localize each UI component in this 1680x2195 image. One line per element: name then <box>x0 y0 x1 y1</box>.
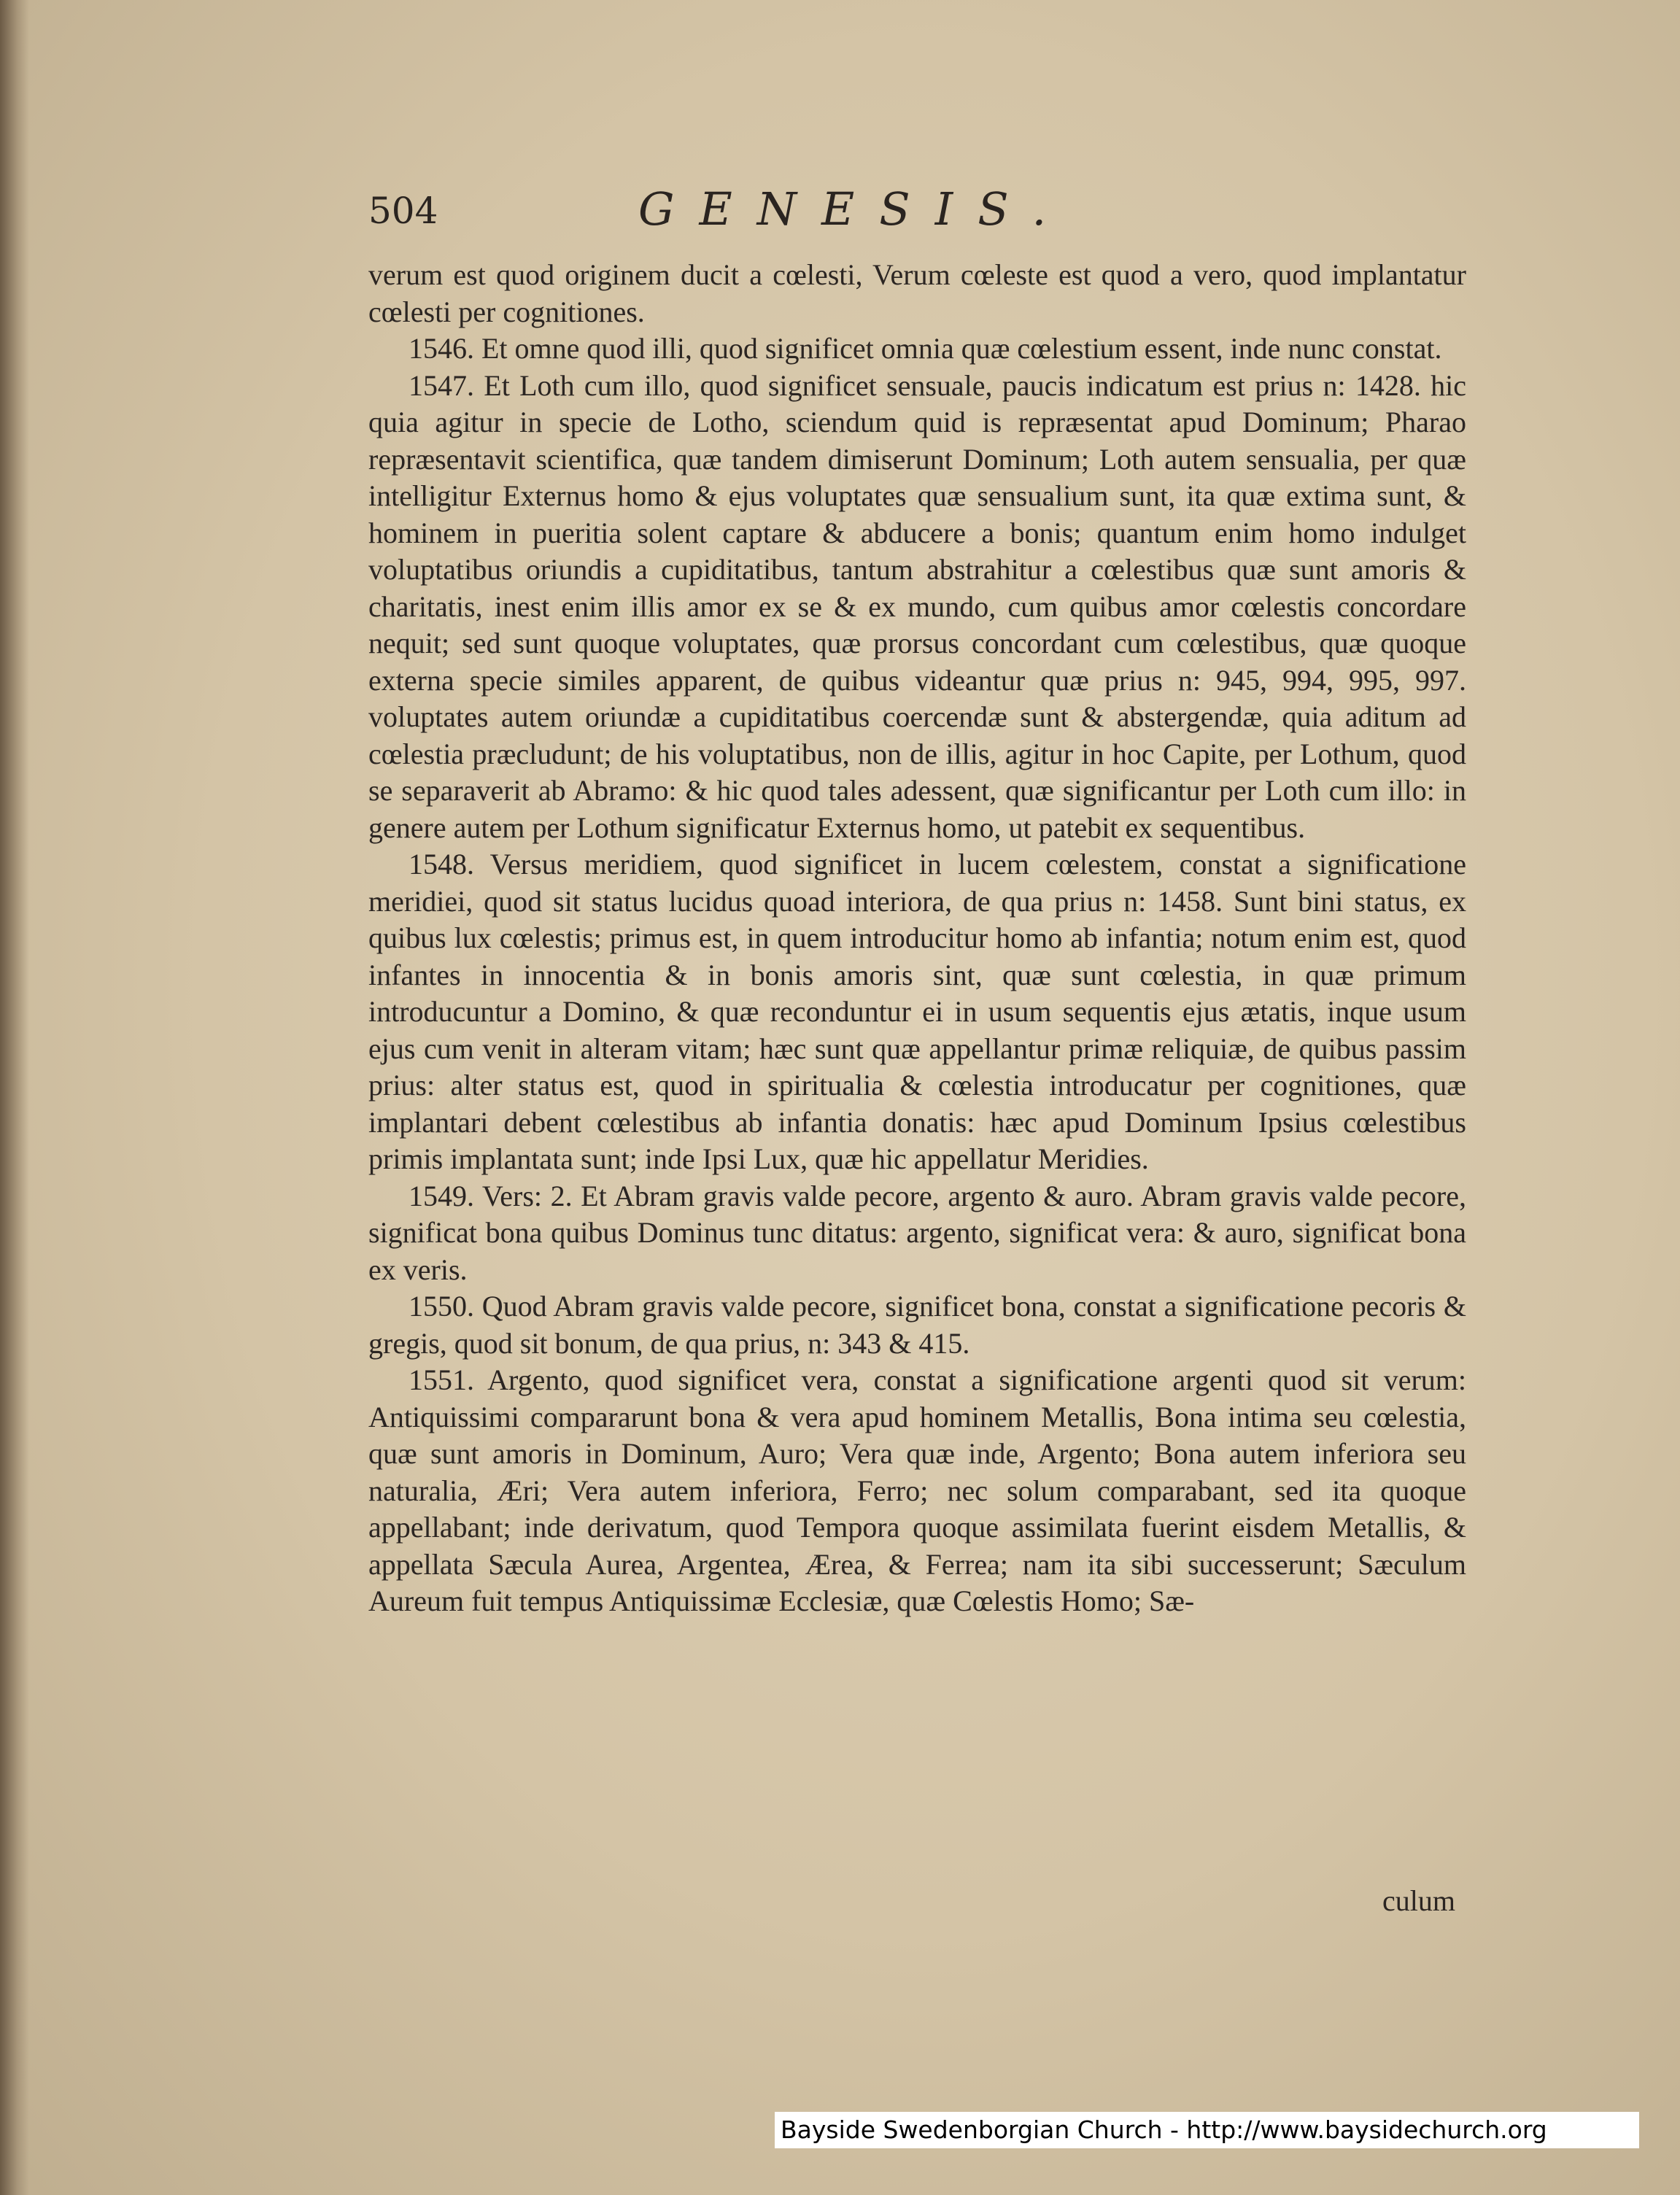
running-title: GENESIS. <box>638 182 1072 236</box>
page-number: 504 <box>368 190 438 232</box>
paragraph-1546: 1546. Et omne quod illi, quod significet omnia quæ cœlestium essent, inde nunc constat. <box>409 332 1442 365</box>
page-header <box>368 182 1463 248</box>
catchword: culum <box>1382 1884 1455 1917</box>
paragraph-1551: 1551. Argento, quod significet vera, constat a significatione argenti quod sit verum: Antiquissimi compararunt bona & vera apud hominem Metallis, Bona intima seu cœlestia, quæ sunt amoris in Dominum, Auro; Vera quæ inde, Argento; Bona autem inferiora seu naturalia, Æri; Vera autem inferiora, Ferro; nec solum comparabant, sed ita quoque appellabant; inde derivatum, quod Tempora quoque assimilata fuerint eisdem Metallis, & appellata Sæcula Aurea, Argentea, Ærea, & Ferrea; nam ita sibi successerunt; Sæculum Aureum fuit tempus Antiquissimæ Ecclesiæ, quæ Cœlestis Homo; Sæ- <box>368 1363 1466 1617</box>
binding-gutter <box>0 0 29 2195</box>
paragraph-1548: 1548. Versus meridiem, quod significet in lucem cœlestem, constat a significatione meridiei, quod sit status lucidus quoad interiora, de qua prius n: 1458. Sunt bini status, ex quibus lux cœlestis; primus est, in quem introducitur homo ab infantia; notum enim est, quod infantes in innocentia & in bonis amoris sint, quæ sunt cœlestia, in quæ primum introducuntur a Domino, & quæ reconduntur ei in usum sequentis ejus ætatis, inque usum ejus cum venit in alteram vitam; hæc sunt quæ appellantur primæ reliquiæ, de quibus passim prius: alter status est, quod in spiritualia & cœlestia introducatur per cognitiones, quæ implantari debent cœlestibus ab infantia donatis: hæc apud Dominum Ipsius cœlestibus primis implantata sunt; inde Ipsi Lux, quæ hic appellatur Meridies. <box>368 848 1466 1175</box>
body-text <box>368 257 1466 1620</box>
paragraph-continuation: verum est quod originem ducit a cœlesti, Verum cœleste est quod a vero, quod implantatur cœlesti per cognitiones. <box>368 258 1466 328</box>
watermark-banner: Bayside Swedenborgian Church - http://www.baysidechurch.org <box>775 2112 1639 2148</box>
paragraph-1547: 1547. Et Loth cum illo, quod significet sensuale, paucis indicatum est prius n: 1428. hic quia agitur in specie de Lotho, sciendum quid is repræsentat apud Dominum; Pharao repræsentavit scientifica, quæ tandem dimiserunt Dominum; Loth autem sensualia, per quæ intelligitur Externus homo & ejus voluptates quæ sensualium sunt, ita quæ extima sunt, & hominem in pueritia solent captare & abducere a bonis; quantum enim homo indulget voluptatibus oriundis a cupiditatibus, tantum abstrahitur a cœlestibus quæ sunt amoris & charitatis, inest enim illis amor ex se & ex mundo, cum quibus amor cœlestis concordare nequit; sed sunt quoque voluptates, quæ prorsus concordant cum cœlestibus, quæ quoque externa specie similes apparent, de quibus videantur quæ prius n: 945, 994, 995, 997. voluptates autem oriundæ a cupiditatibus coercendæ sunt & abstergendæ, quia aditum ad cœlestia præcludunt; de his voluptatibus, non de illis, agitur in hoc Capite, per Lothum, quod se separaverit ab Abramo: & hic quod tales adessent, quæ significantur per Loth cum illo: in genere autem per Lothum significatur Externus homo, ut patebit ex sequentibus. <box>368 368 1466 844</box>
paragraph-1549: 1549. Vers: 2. Et Abram gravis valde pecore, argento & auro. Abram gravis valde pecore, significat bona quibus Dominus tunc ditatus: argento, significat vera: & auro, significat bona ex veris. <box>368 1179 1466 1286</box>
paragraph-1550: 1550. Quod Abram gravis valde pecore, significet bona, constat a significatione pecoris & gregis, quod sit bonum, de qua prius, n: 343 & 415. <box>368 1290 1466 1360</box>
